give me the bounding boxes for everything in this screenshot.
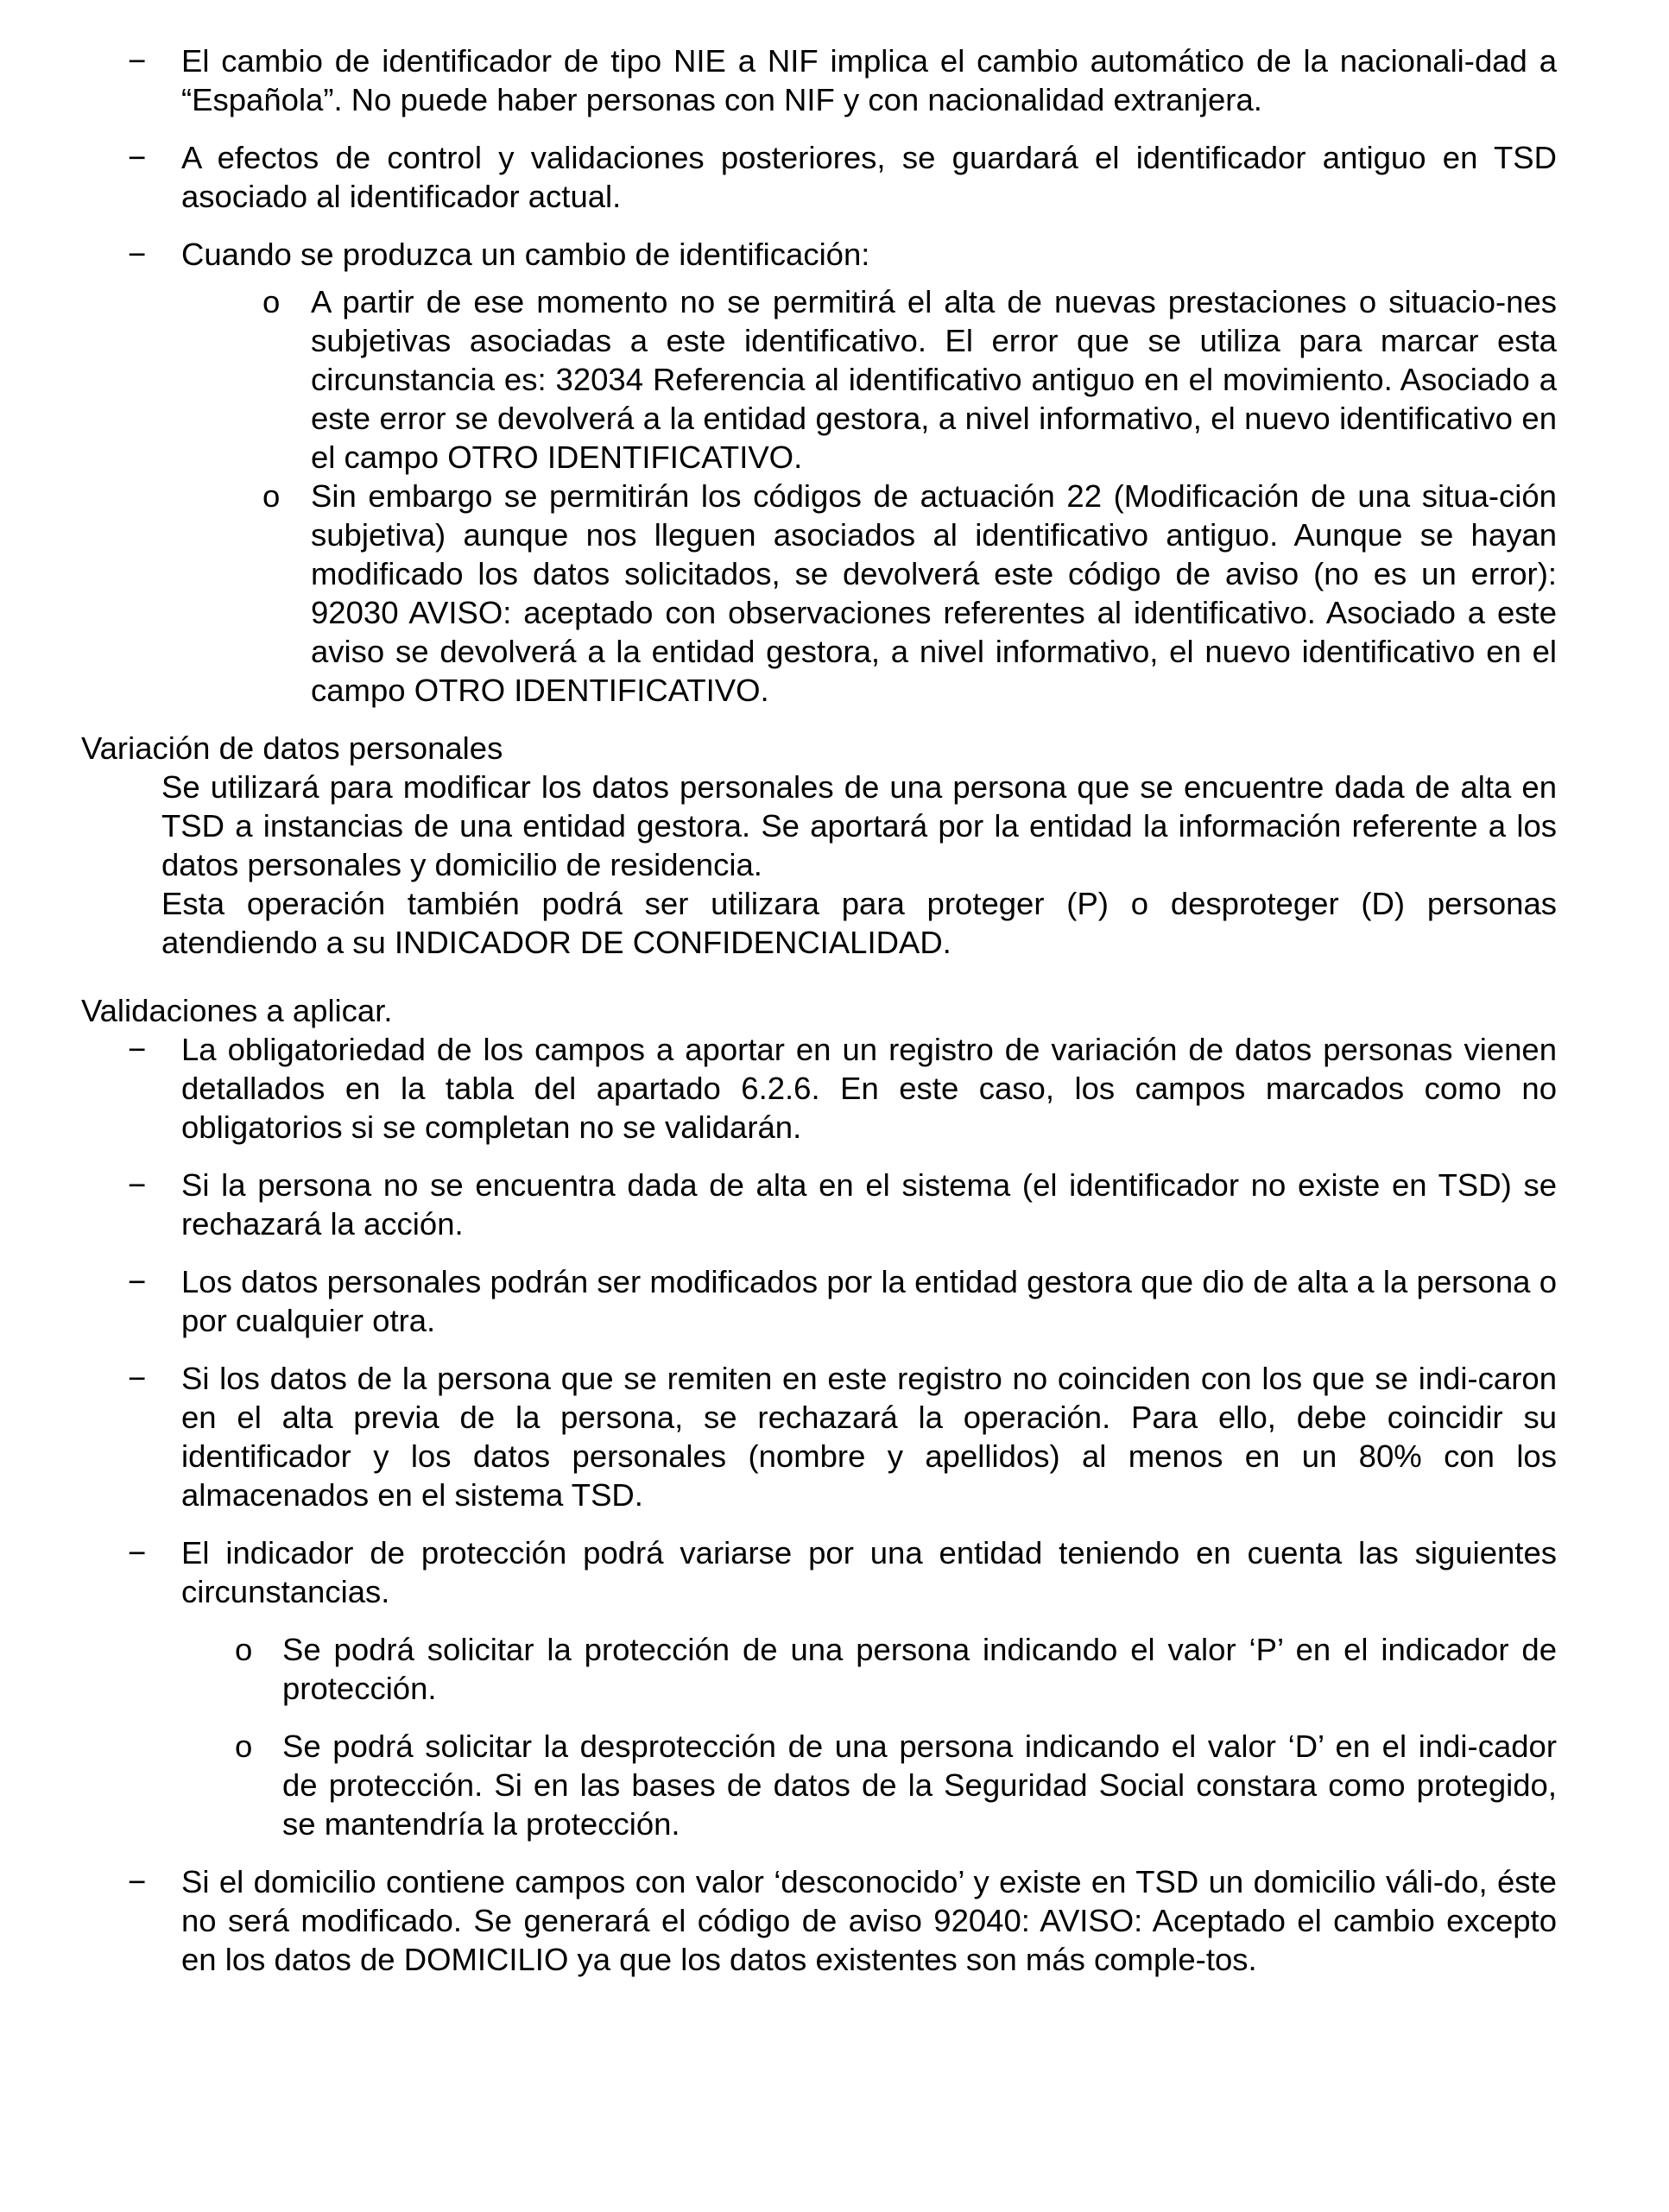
circle-bullet: o <box>262 284 281 319</box>
dash-bullet: − <box>128 1361 147 1396</box>
circle-bullet: o <box>235 1632 253 1667</box>
protection-sublist <box>81 1630 1557 1843</box>
sublist-item <box>81 1630 1557 1708</box>
dash-bullet: − <box>128 43 147 79</box>
circle-bullet: o <box>262 478 281 514</box>
list-item-text: La obligatoriedad de los campos a aportar en un registro de variación de datos personas vienen detallados en la tabla del apartado 6.2.6. En este caso, los campos marcados como no obligatorios si se completan no se validarán. <box>181 1032 1557 1145</box>
list-item <box>81 235 1557 274</box>
section-heading-validaciones: Validaciones a aplicar. <box>81 993 393 1028</box>
list-item-text: A efectos de control y validaciones posteriores, se guardará el identificador antiguo en TSD asociado al identificador actual. <box>181 140 1557 214</box>
list-item <box>81 41 1557 119</box>
list-item-text: Cuando se produzca un cambio de identificación: <box>181 237 870 272</box>
paragraph: Esta operación también podrá ser utilizara para proteger (P) o desproteger (D) personas atendiendo a su INDICADOR DE CONFIDENCIALIDAD. <box>161 886 1557 960</box>
dash-bullet: − <box>128 140 147 175</box>
dash-bullet: − <box>128 1167 147 1203</box>
list-item <box>81 1166 1557 1243</box>
list-item <box>81 1262 1557 1340</box>
circle-bullet: o <box>235 1729 253 1764</box>
sublist-item-text: Se podrá solicitar la desprotección de una persona indicando el valor ‘D’ en el indi-cador de protección. Si en las bases de datos de la Seguridad Social constara como protegido, se mantendría la protección. <box>282 1729 1557 1842</box>
sublist-item <box>81 1727 1557 1843</box>
list-item <box>81 1533 1557 1611</box>
dash-bullet: − <box>128 237 147 272</box>
sublist-item <box>81 477 1557 710</box>
sublist-item-text: Se podrá solicitar la protección de una persona indicando el valor ‘P’ en el indicador de protección. <box>282 1632 1557 1706</box>
paragraph: Se utilizará para modificar los datos personales de una persona que se encuentre dada de alta en TSD a instancias de una entidad gestora. Se aportará por la entidad la información referente a los datos personales y domicilio de residencia. <box>161 769 1557 882</box>
dash-bullet: − <box>128 1535 147 1571</box>
domicile-list <box>81 1862 1557 1979</box>
validations-list <box>81 1030 1557 1611</box>
dash-bullet: − <box>128 1032 147 1067</box>
identification-change-sublist <box>81 282 1557 710</box>
list-item <box>81 1862 1557 1979</box>
nie-nif-rules-list <box>81 41 1557 274</box>
dash-bullet: − <box>128 1264 147 1299</box>
sublist-item <box>81 282 1557 477</box>
list-item-text: El cambio de identificador de tipo NIE a NIF implica el cambio automático de la nacionali-dad a “Española”. No puede haber personas con NIF y con nacionalidad extranjera. <box>181 43 1557 117</box>
list-item <box>81 1030 1557 1147</box>
list-item-text: Si la persona no se encuentra dada de alta en el sistema (el identificador no existe en TSD) se rechazará la acción. <box>181 1167 1557 1242</box>
list-item-text: Los datos personales podrán ser modificados por la entidad gestora que dio de alta a la persona o por cualquier otra. <box>181 1264 1557 1338</box>
list-item <box>81 138 1557 216</box>
sublist-item-text: Sin embargo se permitirán los códigos de actuación 22 (Modificación de una situa-ción subjetiva) aunque nos lleguen asociados al identificativo antiguo. Aunque se hayan modificado los datos solicitados, se devolverá este código de aviso (no es un error): 92030 AVISO: aceptado con observaciones referentes al identificativo. Asociado a este aviso se devolverá a la entidad gestora, a nivel informativo, el nuevo identificativo en el campo OTRO IDENTIFICATIVO. <box>311 478 1557 708</box>
list-item-text: Si los datos de la persona que se remiten en este registro no coinciden con los que se indi-caron en el alta previa de la persona, se rechazará la operación. Para ello, debe coincidir su identificador y los datos personales (nombre y apellidos) al menos en un 80% con los almacenados en el sistema TSD. <box>181 1361 1557 1513</box>
list-item-text: El indicador de protección podrá variarse por una entidad teniendo en cuenta las siguientes circunstancias. <box>181 1535 1557 1609</box>
sublist-item-text: A partir de ese momento no se permitirá el alta de nuevas prestaciones o situacio-nes subjetivas asociadas a este identificativo. El error que se utiliza para marcar esta circunstancia es: 32034 Referencia al identificativo antiguo en el movimiento. Asociado a este error se devolverá a la entidad gestora, a nivel informativo, el nuevo identificativo en el campo OTRO IDENTIFICATIVO. <box>311 284 1557 475</box>
dash-bullet: − <box>128 1864 147 1899</box>
section-heading-variacion: Variación de datos personales <box>81 730 503 766</box>
list-item-text: Si el domicilio contiene campos con valor ‘desconocido’ y existe en TSD un domicilio váli-do, éste no será modificado. Se generará el código de aviso 92040: AVISO: Aceptado el cambio excepto en los datos de DOMICILIO ya que los datos existentes son más comple-tos. <box>181 1864 1557 1977</box>
list-item <box>81 1359 1557 1514</box>
